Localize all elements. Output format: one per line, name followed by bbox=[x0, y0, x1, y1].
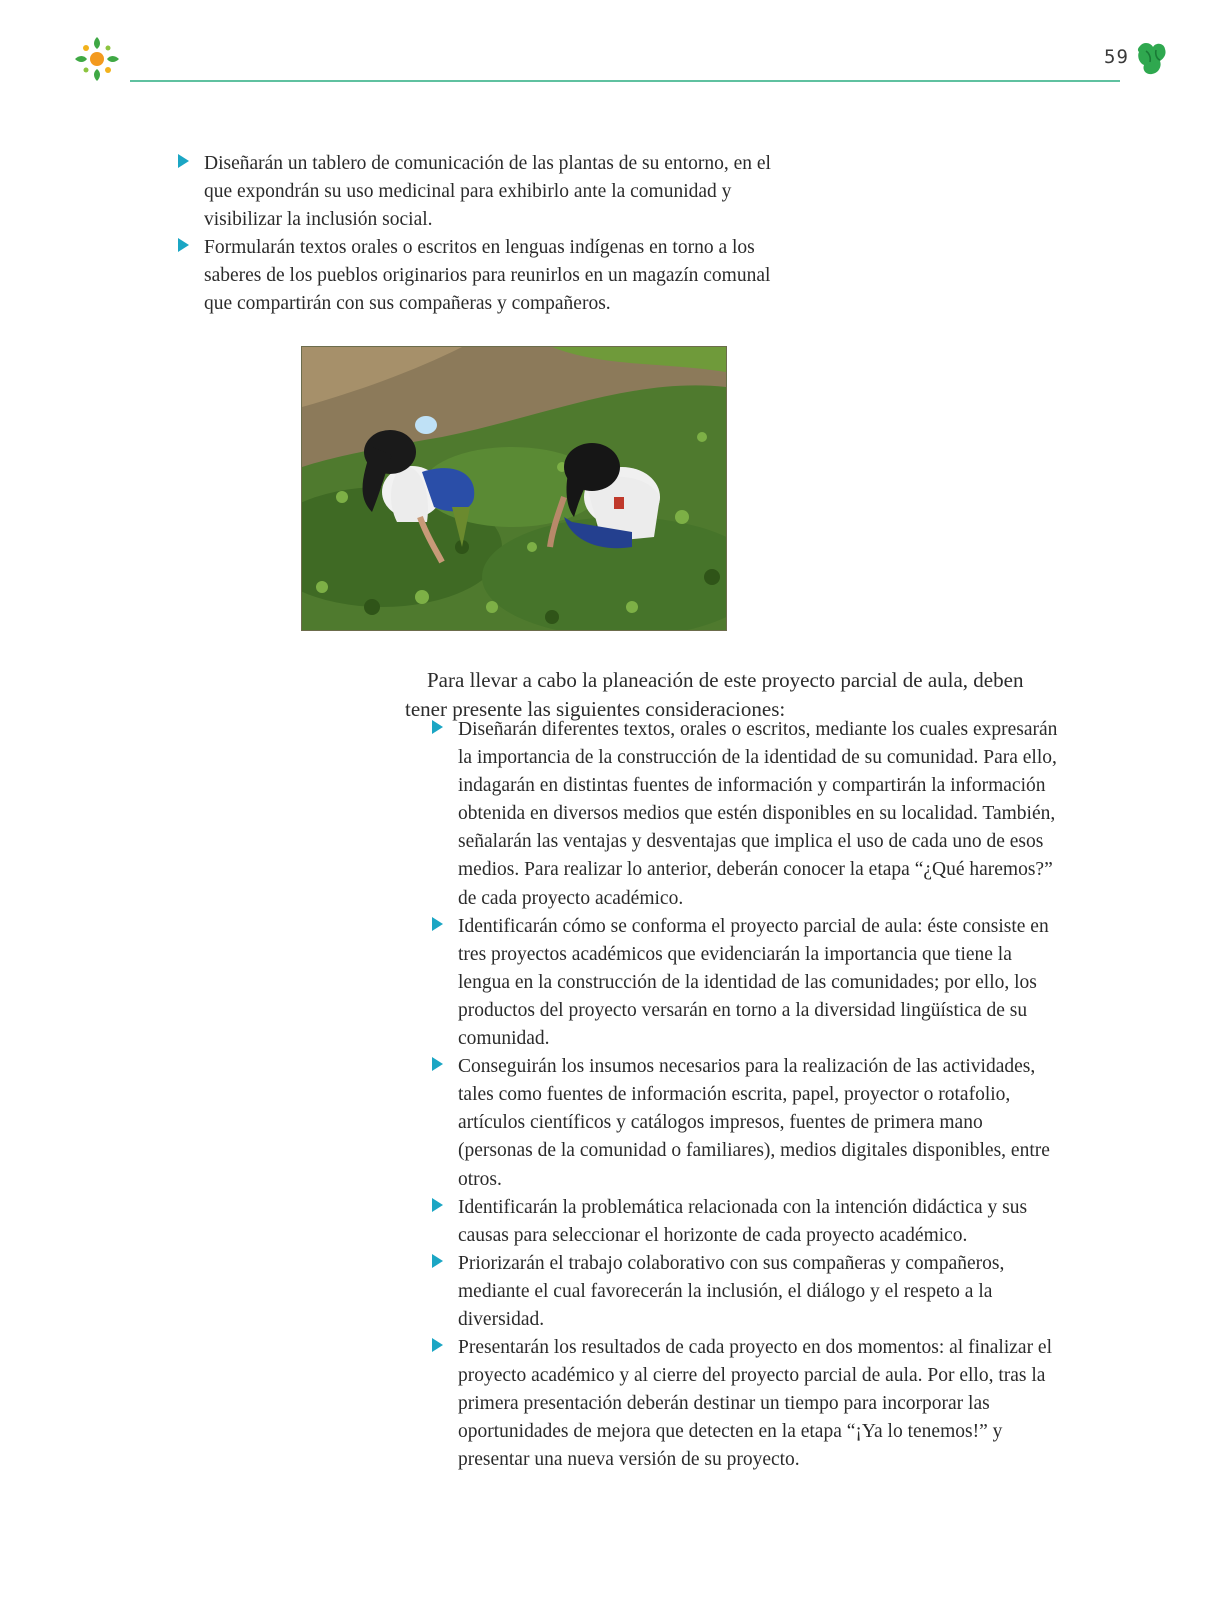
bullet-arrow-icon bbox=[432, 1254, 443, 1268]
bullet-arrow-icon bbox=[432, 917, 443, 931]
header-rule bbox=[130, 80, 1120, 82]
photo-illustration bbox=[302, 347, 726, 630]
list-item-text: Presentarán los resultados de cada proyecto en dos momentos: al finalizar el proyecto académico y al cierre del proyecto parcial de aula. Por ello, tras la primera presentación deberán destinar un tiempo para incorporar las oportunidades de mejora que detecten en la etapa “¡Ya lo tenemos!” y presentar una nueva versión de su proyecto. bbox=[458, 1337, 1053, 1471]
flower-logo-icon bbox=[72, 34, 122, 84]
top-bullet-list bbox=[178, 150, 788, 318]
list-item-text: Identificarán la problemática relacionada con la intención didáctica y sus causas para seleccionar el horizonte de cada proyecto académico. bbox=[458, 1196, 1028, 1246]
bullet-arrow-icon bbox=[432, 1198, 443, 1212]
list-item-text: Diseñarán un tablero de comunicación de las plantas de su entorno, en el que expondrán su uso medicinal para exhibirlo ante la comunidad y visibilizar la inclusión social. bbox=[204, 153, 771, 230]
list-item bbox=[432, 1194, 1060, 1250]
list-item-text: Conseguirán los insumos necesarios para la realización de las actividades, tales como fuentes de información escrita, papel, proyector o rotafolio, artículos científicos y catálogos impresos, fuentes de primera mano (personas de la comunidad o familiares), medios digitales disponibles, entre otros. bbox=[458, 1056, 1050, 1190]
considerations-list bbox=[432, 716, 1060, 1475]
intro-text: Para llevar a cabo la planeación de este proyecto parcial de aula, deben tener presente las siguientes consideraciones: bbox=[405, 668, 1024, 721]
bullet-arrow-icon bbox=[432, 1057, 443, 1071]
list-item-text: Formularán textos orales o escritos en lenguas indígenas en torno a los saberes de los pueblos originarios para reunirlos en un magazín comunal que compartirán con sus compañeras y compañeros. bbox=[204, 237, 771, 314]
list-item-text: Identificarán cómo se conforma el proyecto parcial de aula: éste consiste en tres proyectos académicos que evidenciarán la importancia que tiene la lengua en la construcción de la identidad de las comunidades; por ello, los productos del proyecto versarán en torno a la diversidad lingüística de su comunidad. bbox=[458, 915, 1049, 1050]
green-glyph-icon bbox=[1136, 40, 1168, 76]
list-item bbox=[178, 234, 788, 318]
bullet-arrow-icon bbox=[432, 720, 443, 734]
page-number: 59 bbox=[1104, 46, 1129, 68]
bullet-arrow-icon bbox=[432, 1338, 443, 1352]
photo-students-planting bbox=[301, 346, 727, 631]
list-item bbox=[178, 150, 788, 234]
list-item-text: Diseñarán diferentes textos, orales o escritos, mediante los cuales expresarán la importancia de la construcción de la identidad de su comunidad. Para ello, indagarán en distintas fuentes de información y compartirán la información obtenida en diversos medios que estén disponibles en su localidad. También, señalarán las ventajas y desventajas que implica el uso de cada uno de esos medios. Para realizar lo anterior, deberán conocer la etapa “¿Qué haremos?” de cada proyecto académico. bbox=[458, 719, 1058, 909]
bullet-arrow-icon bbox=[178, 238, 189, 252]
list-item bbox=[432, 1334, 1060, 1474]
list-item bbox=[432, 1053, 1060, 1193]
list-item-text: Priorizarán el trabajo colaborativo con sus compañeras y compañeros, mediante el cual favorecerán la inclusión, el diálogo y el respeto a la diversidad. bbox=[458, 1252, 1005, 1330]
bullet-arrow-icon bbox=[178, 154, 189, 168]
list-item bbox=[432, 716, 1060, 913]
list-item bbox=[432, 1250, 1060, 1334]
list-item bbox=[432, 913, 1060, 1053]
